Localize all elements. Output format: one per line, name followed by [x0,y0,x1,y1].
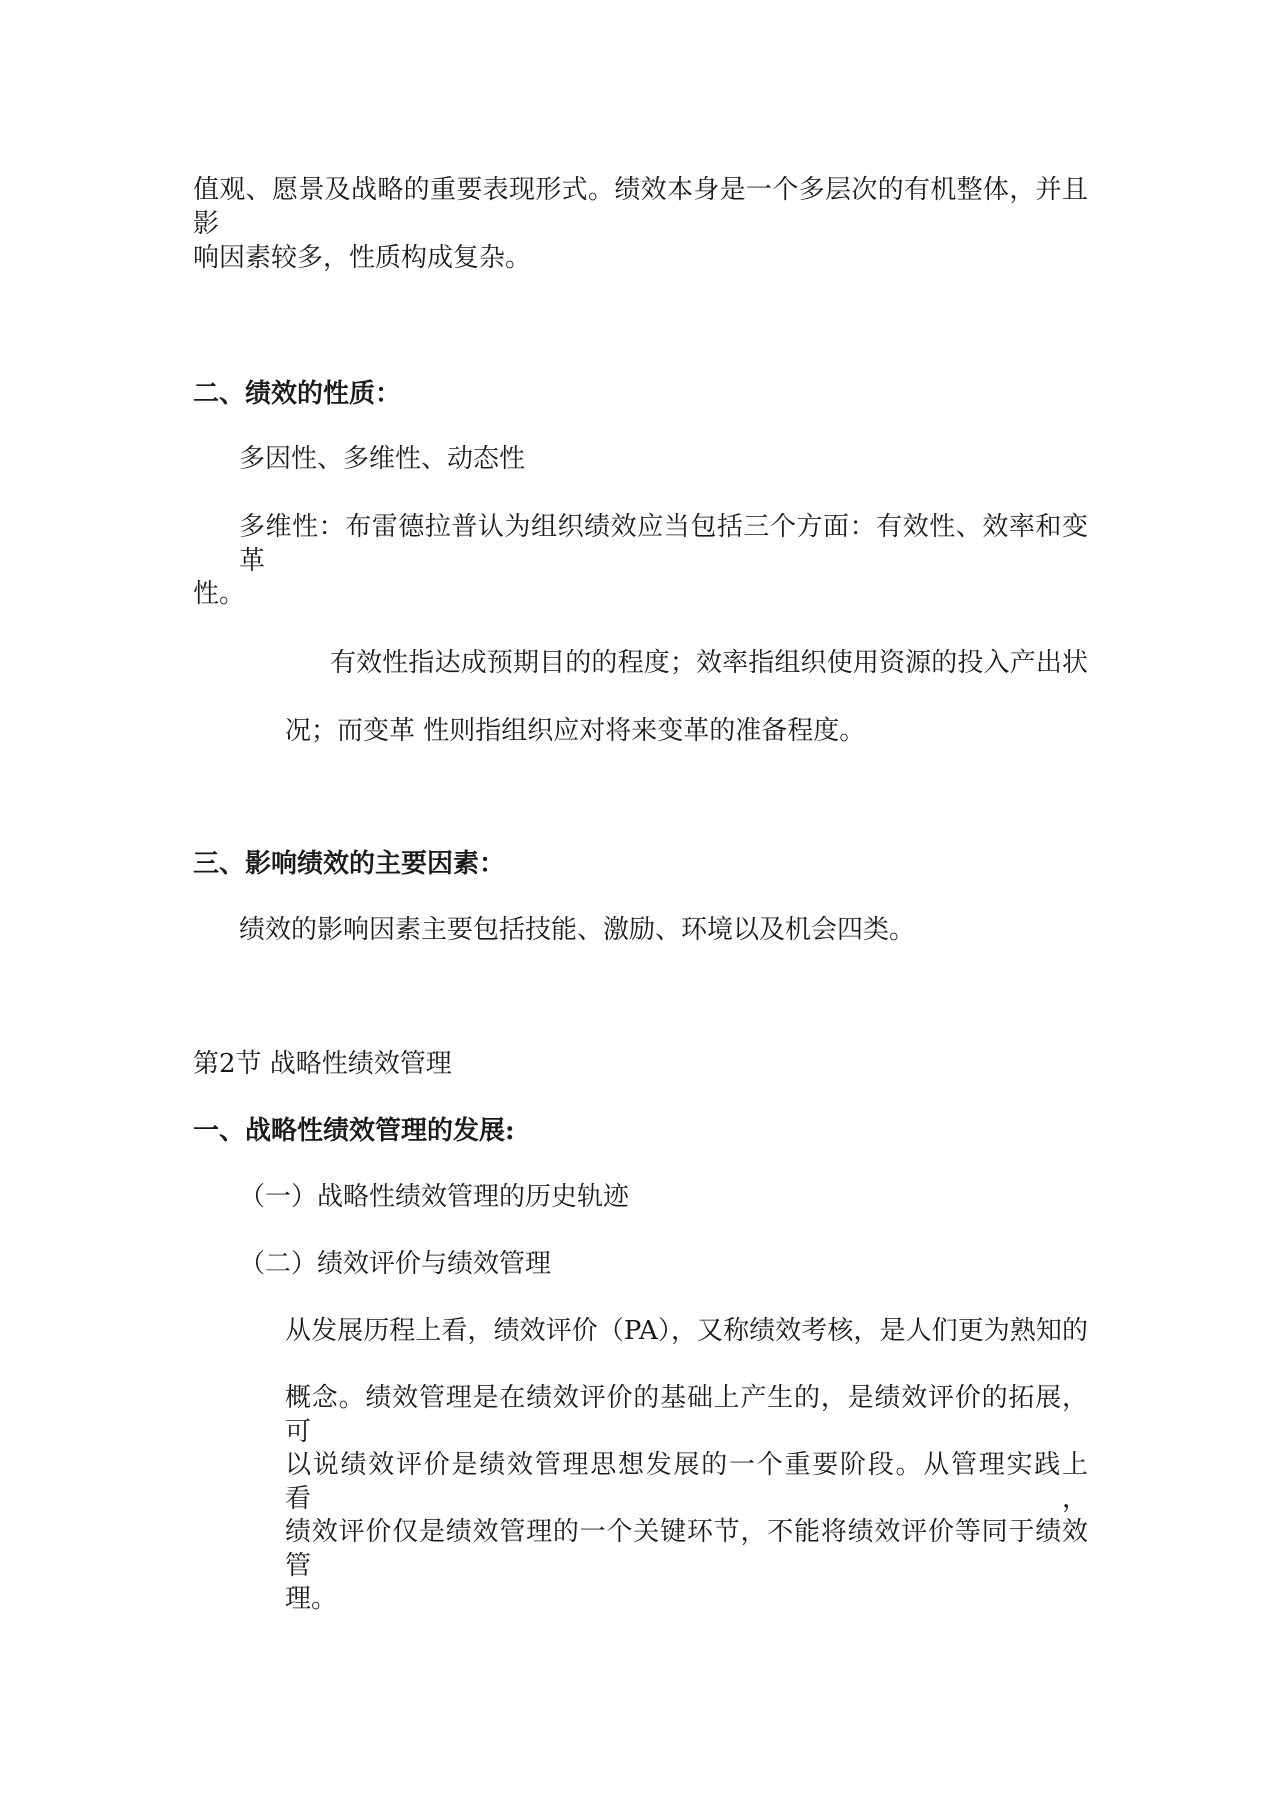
section-two-para2-line1: 有效性指达成预期目的的程度；效率指组织使用资源的投入产出状 [330,648,1088,678]
chapter-para-line: 绩效评价仅是绩效管理的一个关键环节，不能将绩效评价等同于绩效管 [285,1517,1088,1581]
chapter-heading: 一、战略性绩效管理的发展: [193,1116,515,1146]
section-two-heading: 二、绩效的性质： [193,379,402,409]
chapter-para-line: 从发展历程上看，绩效评价（PA），又称绩效考核，是人们更为熟知的 [285,1316,1088,1346]
intro-line-2: 响因素较多，性质构成复杂。 [193,243,532,273]
chapter-subheading-1: （一）战略性绩效管理的历史轨迹 [239,1182,630,1212]
chapter-para-line: 概念。绩效管理是在绩效评价的基础上产生的，是绩效评价的拓展，可 [285,1383,1088,1447]
intro-line-1: 值观、愿景及战略的重要表现形式。绩效本身是一个多层次的有机整体，并且影 [193,175,1088,239]
section-three-text: 绩效的影响因素主要包括技能、激励、环境以及机会四类。 [239,915,916,945]
chapter-title: 第2节 战略性绩效管理 [193,1049,452,1079]
section-two-para1-line1: 多维性：布雷德拉普认为组织绩效应当包括三个方面：有效性、效率和变革 [239,512,1088,576]
section-three-heading: 三、影响绩效的主要因素： [193,849,506,879]
section-two-para2-line2: 况；而变革 性则指组织应对将来变革的准备程度。 [285,716,866,746]
section-two-list: 多因性、多维性、动态性 [239,444,526,474]
section-two-para1-line2: 性。 [193,579,246,609]
chapter-para-line: 以说绩效评价是绩效管理思想发展的一个重要阶段。从管理实践上看， [285,1450,1088,1514]
chapter-para-line: 理。 [285,1584,338,1614]
chapter-subheading-2: （二）绩效评价与绩效管理 [239,1249,552,1279]
